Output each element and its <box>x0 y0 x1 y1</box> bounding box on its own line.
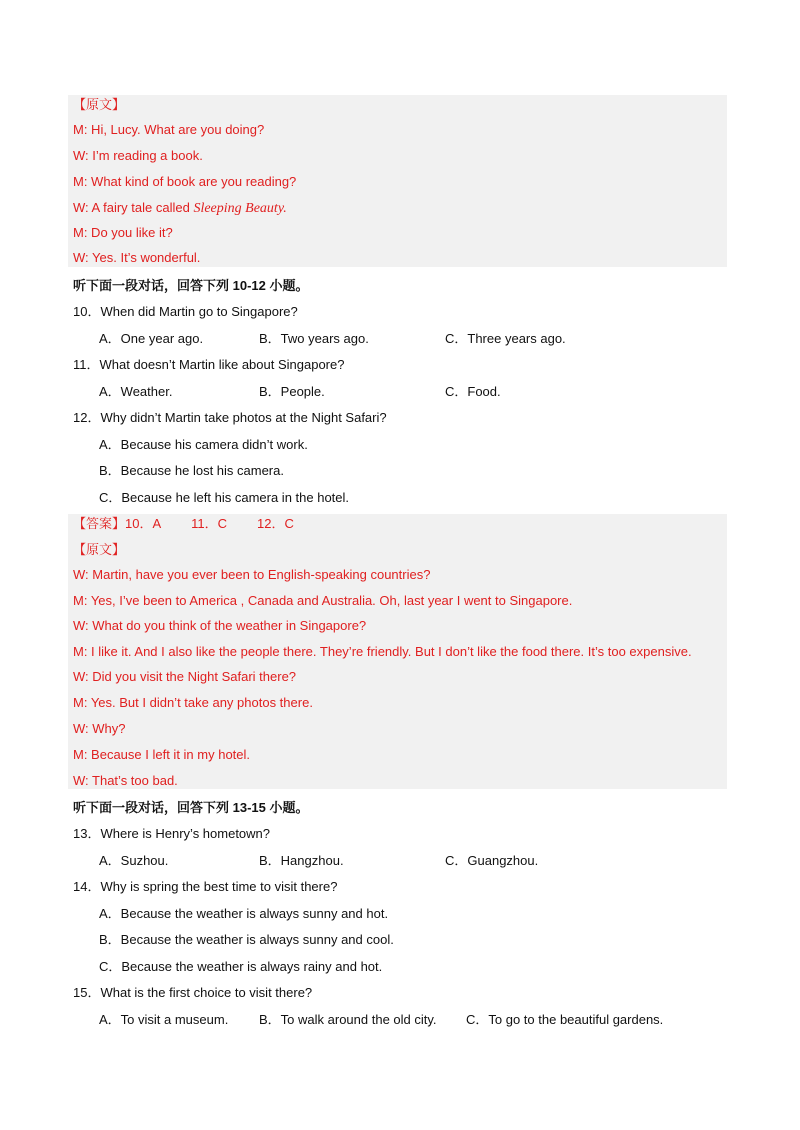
question-10: 10．When did Martin go to Singapore? <box>73 304 298 319</box>
section-heading: 听下面一段对话，回答下列 10-12 小题。 <box>73 278 309 293</box>
option-c: C．Guangzhou. <box>445 853 539 868</box>
transcript-tag: 【原文】 <box>73 97 126 112</box>
question-15: 15．What is the first choice to visit there? <box>73 985 313 1000</box>
transcript-line: W: Why? <box>73 721 126 736</box>
option-b: B．Hangzhou. <box>259 853 344 868</box>
option-b: B．To walk around the old city. <box>259 1012 437 1027</box>
option-a: A．Weather. <box>99 384 173 399</box>
question-11: 11．What doesn’t Martin like about Singapore? <box>73 357 345 372</box>
option-c: C．Because he left his camera in the hotel. <box>99 490 350 505</box>
option-c: C．Food. <box>445 384 501 399</box>
question-14: 14．Why is spring the best time to visit there? <box>73 879 338 894</box>
answer-line <box>73 514 294 534</box>
transcript-line: W: That’s too bad. <box>73 773 178 788</box>
answer-12: 12．C <box>257 516 294 531</box>
transcript-line: W: Yes. It’s wonderful. <box>73 250 201 265</box>
transcript-line: M: Do you like it? <box>73 225 173 240</box>
transcript-line: M: Yes. But I didn’t take any photos there. <box>73 695 313 710</box>
transcript-line: W: Did you visit the Night Safari there? <box>73 669 297 684</box>
option-b: B．Because the weather is always sunny and cool. <box>99 932 394 947</box>
option-a: A．One year ago. <box>99 331 204 346</box>
transcript-line: W: I’m reading a book. <box>73 148 203 163</box>
question-13: 13．Where is Henry’s hometown? <box>73 826 271 841</box>
option-a: A．Suzhou. <box>99 853 169 868</box>
transcript-line: M: Hi, Lucy. What are you doing? <box>73 122 265 137</box>
option-b: B．Because he lost his camera. <box>99 463 284 478</box>
option-a: A．Because the weather is always sunny and hot. <box>99 906 389 921</box>
question-12: 12．Why didn’t Martin take photos at the Night Safari? <box>73 410 387 425</box>
transcript-line: M: Because I left it in my hotel. <box>73 747 251 762</box>
answer-tag: 【答案】 <box>73 516 126 531</box>
section-heading: 听下面一段对话，回答下列 13-15 小题。 <box>73 800 309 815</box>
answer-11: 11．C <box>191 516 228 531</box>
option-a: A．Because his camera didn’t work. <box>99 437 308 452</box>
transcript-line: M: What kind of book are you reading? <box>73 174 297 189</box>
option-c: C．Three years ago. <box>445 331 566 346</box>
transcript-line: W: What do you think of the weather in Singapore? <box>73 618 367 633</box>
option-b: B．People. <box>259 384 325 399</box>
option-c: C．To go to the beautiful gardens. <box>466 1012 664 1027</box>
transcript-line-prefix: W: A fairy tale called <box>73 200 190 215</box>
option-c: C．Because the weather is always rainy and hot. <box>99 959 383 974</box>
transcript-line: W: Martin, have you ever been to English-speaking countries? <box>73 567 431 582</box>
transcript-line: M: I like it. And I also like the people there. They’re friendly. But I don’t like the food there. It’s too expensive. <box>73 644 692 659</box>
option-b: B．Two years ago. <box>259 331 369 346</box>
transcript-line <box>73 198 287 218</box>
answer-10: 10．A <box>125 516 162 531</box>
option-a: A．To visit a museum. <box>99 1012 229 1027</box>
transcript-line: M: Yes, I’ve been to America , Canada and Australia. Oh, last year I went to Singapore. <box>73 593 573 608</box>
transcript-tag: 【原文】 <box>73 542 126 557</box>
book-title: Sleeping Beauty. <box>193 201 287 216</box>
